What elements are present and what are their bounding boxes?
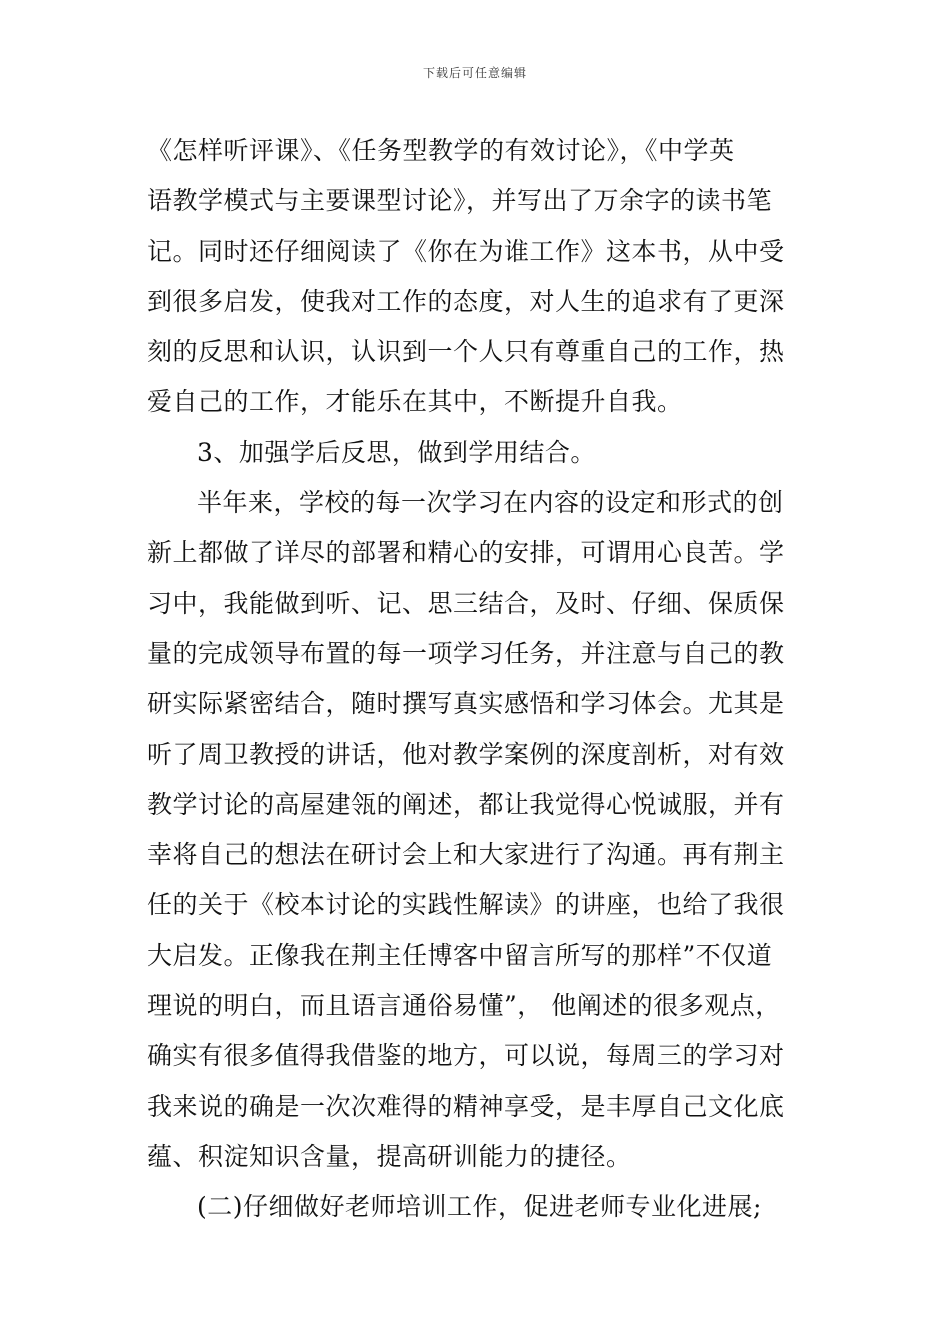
page-header: 下载后可任意编辑 <box>422 66 527 80</box>
text-line: 记。同时还仔细阅读了《你在为谁工作》这本书，从中受 <box>147 236 785 266</box>
document-body <box>147 126 807 1233</box>
text-line: 确实有很多值得我借鉴的地方，可以说，每周三的学习对 <box>147 1041 785 1071</box>
text-line: 到很多启发，使我对工作的态度，对人生的追求有了更深 <box>147 286 785 316</box>
text-line: 刻的反思和认识，认识到一个人只有尊重自己的工作，热 <box>147 337 785 367</box>
text-line: (二)仔细做好老师培训工作，促进老师专业化进展; <box>197 1192 762 1222</box>
text-line: 新上都做了详尽的部署和精心的安排，可谓用心良苦。学 <box>147 538 785 568</box>
text-line: 习中，我能做到听、记、思三结合，及时、仔细、保质保 <box>147 588 785 618</box>
text-line: 我来说的确是一次次难得的精神享受，是丰厚自己文化底 <box>147 1091 785 1121</box>
text-line: 任的关于《校本讨论的实践性解读》的讲座，也给了我很 <box>147 890 785 920</box>
text-line: 量的完成领导布置的每一项学习任务，并注意与自己的教 <box>147 638 785 668</box>
text-line: 半年来，学校的每一次学习在内容的设定和形式的创 <box>197 488 784 518</box>
text-line: 大启发。正像我在荆主任博客中留言所写的那样”不仅道 <box>147 940 773 970</box>
text-line: 教学讨论的高屋建瓴的阐述，都让我觉得心悦诚服，并有 <box>147 789 785 819</box>
text-line: 蕴、积淀知识含量，提高研训能力的捷径。 <box>147 1141 632 1171</box>
text-line: 研实际紧密结合，随时撰写真实感悟和学习体会。尤其是 <box>147 689 785 719</box>
text-line: 《怎样听评课》、《任务型教学的有效讨论》，《中学英 <box>147 136 735 165</box>
text-line: 理说的明白，而且语言通俗易懂”， 他阐述的很多观点， <box>147 991 781 1021</box>
text-line: 幸将自己的想法在研讨会上和大家进行了沟通。再有荆主 <box>147 840 785 870</box>
text-line: 3、加强学后反思，做到学用结合。 <box>197 437 596 467</box>
text-line: 听了周卫教授的讲话，他对教学案例的深度剖析，对有效 <box>147 739 785 769</box>
text-line: 语教学模式与主要课型讨论》，并写出了万余字的读书笔 <box>147 186 773 216</box>
text-line: 爱自己的工作，才能乐在其中，不断提升自我。 <box>147 387 683 417</box>
